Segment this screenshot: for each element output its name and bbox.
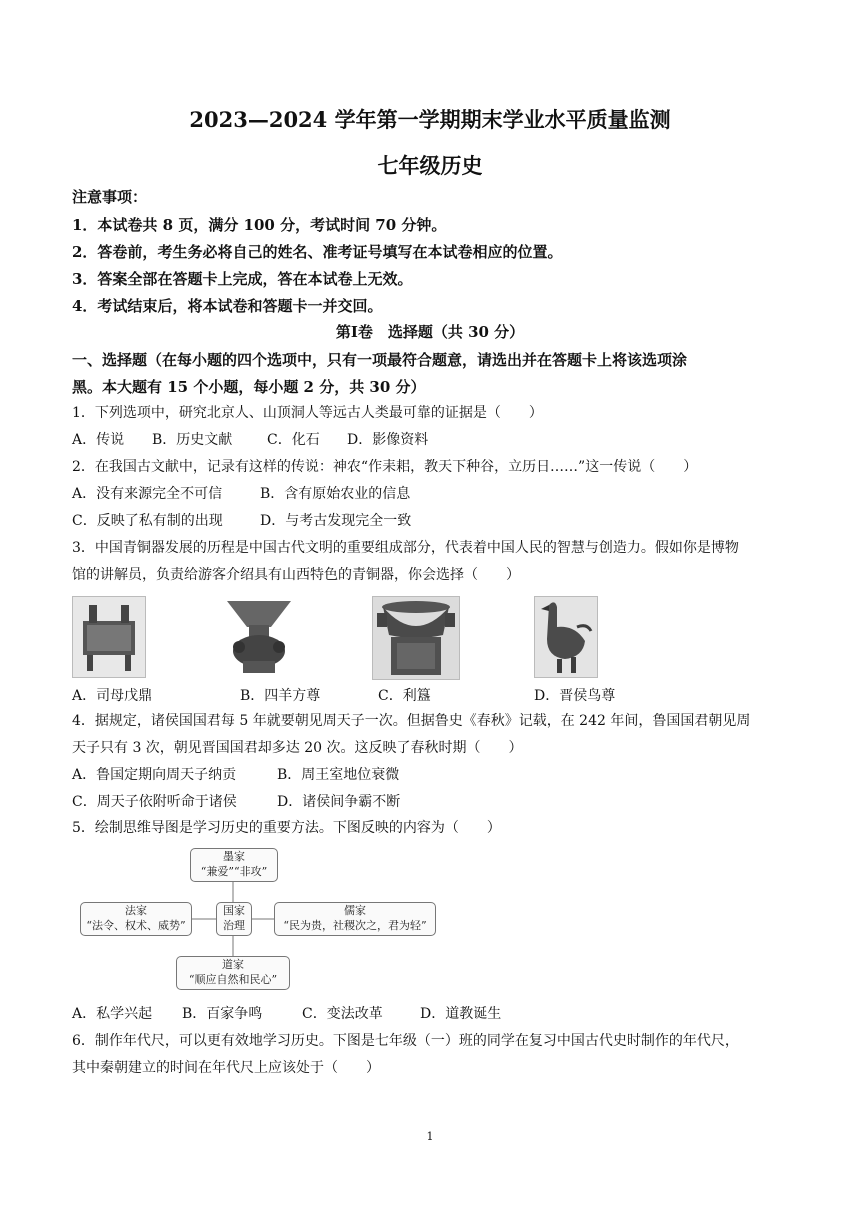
- mindmap-node-daoist: [176, 956, 290, 990]
- option: D．晋侯鸟尊: [534, 688, 616, 704]
- question-stem: 4．据规定，诸侯国国君每 5 年就要朝见周天子一次。但据鲁史《春秋》记载，在 242 年间，鲁国国君朝见周: [72, 713, 751, 729]
- option: D．诸侯间争霸不断: [277, 794, 401, 810]
- option: B．含有原始农业的信息: [260, 486, 411, 502]
- notice-item: 3．答案全部在答题卡上完成，答在本试卷上无效。: [72, 270, 413, 288]
- option: D．影像资料: [347, 432, 429, 448]
- option: C．化石: [267, 432, 320, 448]
- section-instruction: 一、选择题（在每小题的四个选项中，只有一项最符合题意，请选出并在答题卡上将该选项涂: [72, 351, 688, 369]
- bronze-ding-image: [72, 596, 146, 678]
- option: A．没有来源完全不可信: [72, 486, 223, 502]
- option: B．历史文献: [152, 432, 233, 448]
- mindmap-label: 国家: [223, 904, 245, 917]
- option: A．传说: [72, 432, 125, 448]
- exam-subtitle: 七年级历史: [377, 153, 483, 178]
- question-options: [72, 484, 410, 504]
- mindmap-node-legalist: [80, 902, 192, 936]
- notice-item: 2．答卷前，考生务必将自己的姓名、准考证号填写在本试卷相应的位置。: [72, 243, 563, 261]
- notice-heading: 注意事项：: [72, 188, 148, 206]
- section-title: 第Ⅰ卷 选择题（共 30 分）: [335, 323, 525, 341]
- option: D．道教诞生: [420, 1006, 502, 1022]
- question-stem: 6．制作年代尺，可以更有效地学习历史。下图是七年级（一）班的同学在复习中国古代史时制作的年代尺，: [72, 1033, 739, 1049]
- option: A．私学兴起: [72, 1006, 153, 1022]
- mindmap-text: “法令、权术、威势”: [86, 919, 186, 932]
- mindmap-label: 墨家: [223, 850, 245, 863]
- option: C．变法改革: [302, 1006, 383, 1022]
- notice-item: 1．本试卷共 8 页，满分 100 分，考试时间 70 分钟。: [72, 216, 447, 234]
- question-options: [72, 511, 411, 531]
- option: A．司母戊鼎: [72, 688, 153, 704]
- option: A．鲁国定期向周天子纳贡: [72, 767, 237, 783]
- mindmap-text: “顺应自然和民心”: [188, 973, 278, 986]
- mindmap-label: 儒家: [344, 904, 366, 917]
- question-options: [72, 1004, 501, 1024]
- option: B．四羊方尊: [240, 688, 321, 704]
- mindmap-node-center: [216, 902, 252, 936]
- exam-title: 2023—2024 学年第一学期期末学业水平质量监测: [189, 107, 671, 132]
- option: C．周天子依附听命于诸侯: [72, 794, 237, 810]
- question-stem: 馆的讲解员，负责给游客介绍具有山西特色的青铜器，你会选择（ ）: [72, 567, 520, 583]
- bronze-gui-image: [372, 596, 460, 680]
- bronze-bird-zun-image: [534, 596, 598, 678]
- section-instruction: 黑。本大题有 15 个小题，每小题 2 分，共 30 分）: [72, 378, 426, 396]
- option: D．与考古发现完全一致: [260, 513, 412, 529]
- question-stem: 1．下列选项中，研究北京人、山顶洞人等远古人类最可靠的证据是（ ）: [72, 405, 543, 421]
- question-stem: 天子只有 3 次，朝见晋国国君却多达 20 次。这反映了春秋时期（ ）: [72, 740, 523, 756]
- mindmap-label: 治理: [223, 919, 245, 932]
- mindmap-text: “兼爱”“非攻”: [200, 865, 268, 878]
- mindmap-label: 法家: [125, 904, 147, 917]
- bronze-zun-image: [220, 596, 298, 678]
- mindmap-node-confucian: [274, 902, 436, 936]
- question-stem: 3．中国青铜器发展的历程是中国古代文明的重要组成部分，代表着中国人民的智慧与创造力。假如你是博物: [72, 540, 739, 556]
- question-options: [72, 430, 428, 450]
- mindmap-node-mohist: [190, 848, 278, 882]
- page-number: 1: [426, 1130, 434, 1143]
- mindmap-text: “民为贵，社稷次之，君为轻”: [283, 919, 427, 932]
- question-stem: 5．绘制思维导图是学习历史的重要方法。下图反映的内容为（ ）: [72, 820, 501, 836]
- mindmap-label: 道家: [222, 958, 244, 971]
- question-stem: 2．在我国古文献中，记录有这样的传说：神农“作耒耜，教天下种谷，立历日……”这一传说（ ）: [72, 459, 698, 475]
- question-options: [72, 765, 399, 785]
- option: C．反映了私有制的出现: [72, 513, 223, 529]
- question-options: [72, 792, 400, 812]
- option: B．周王室地位衰微: [277, 767, 400, 783]
- notice-item: 4．考试结束后，将本试卷和答题卡一并交回。: [72, 297, 383, 315]
- option: B．百家争鸣: [182, 1006, 263, 1022]
- option: C．利簋: [378, 688, 431, 704]
- question-stem: 其中秦朝建立的时间在年代尺上应该处于（ ）: [72, 1060, 380, 1076]
